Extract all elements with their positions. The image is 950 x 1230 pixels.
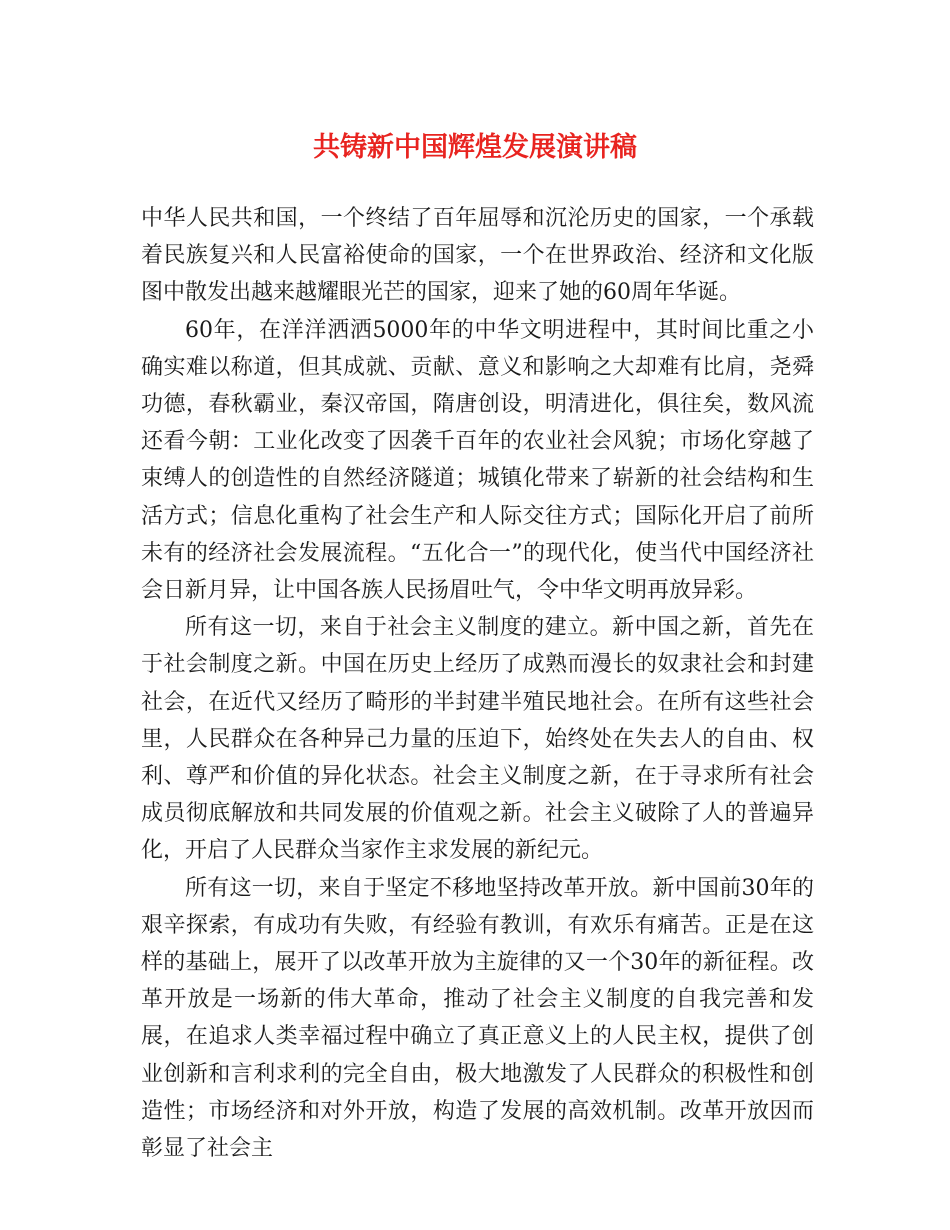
paragraph-socialist-system: 所有这一切，来自于社会主义制度的建立。新中国之新，首先在于社会制度之新。中国在历史上经历了成熟而漫长的奴隶社会和封建社会，在近代又经历了畸形的半封建半殖民地社会。在所有这些社会里，人民群众在各种异己力量的压迫下，始终处在失去人的自由、权利、尊严和价值的异化状态。社会主义制度之新，在于寻求所有社会成员彻底解放和共同发展的价值观之新。社会主义破除了人的普遍异化，开启了人民群众当家作主求发展的新纪元。 (141, 615, 814, 864)
paragraph-reform-opening: 所有这一切，来自于坚定不移地坚持改革开放。新中国前30年的艰辛探索，有成功有失败，有经验有教训，有欢乐有痛苦。正是在这样的基础上，展开了以改革开放为主旋律的又一个30年的新征程。改革开放是一场新的伟大革命，推动了社会主义制度的自我完善和发展，在追求人类幸福过程中确立了真正意义上的人民主权，提供了创业创新和言利求利的完全自由，极大地激发了人民群众的积极性和创造性；市场经济和对外开放，构造了发展的高效机制。改革开放因而彰显了社会主 (141, 875, 814, 1162)
paragraph-60-years: 60年，在洋洋洒洒5000年的中华文明进程中，其时间比重之小确实难以称道，但其成就、贡献、意义和影响之大却难有比肩，尧舜功德，春秋霸业，秦汉帝国，隋唐创设，明清进化，俱往矣，数风流还看今朝：工业化改变了因袭千百年的农业社会风貌；市场化穿越了束缚人的创造性的自然经济隧道；城镇化带来了崭新的社会结构和生活方式；信息化重构了社会生产和人际交往方式；国际化开启了前所未有的经济社会发展流程。“五化合一”的现代化，使当代中国经济社会日新月异，让中国各族人民扬眉吐气，令中华文明再放异彩。 (141, 317, 814, 604)
paragraph-intro: 中华人民共和国，一个终结了百年屈辱和沉沦历史的国家，一个承载着民族复兴和人民富裕使命的国家，一个在世界政治、经济和文化版图中散发出越来越耀眼光芒的国家，迎来了她的60周年华诞。 (141, 206, 814, 306)
document-title: 共铸新中国辉煌发展演讲稿 (313, 132, 637, 163)
document-body (141, 200, 814, 1167)
